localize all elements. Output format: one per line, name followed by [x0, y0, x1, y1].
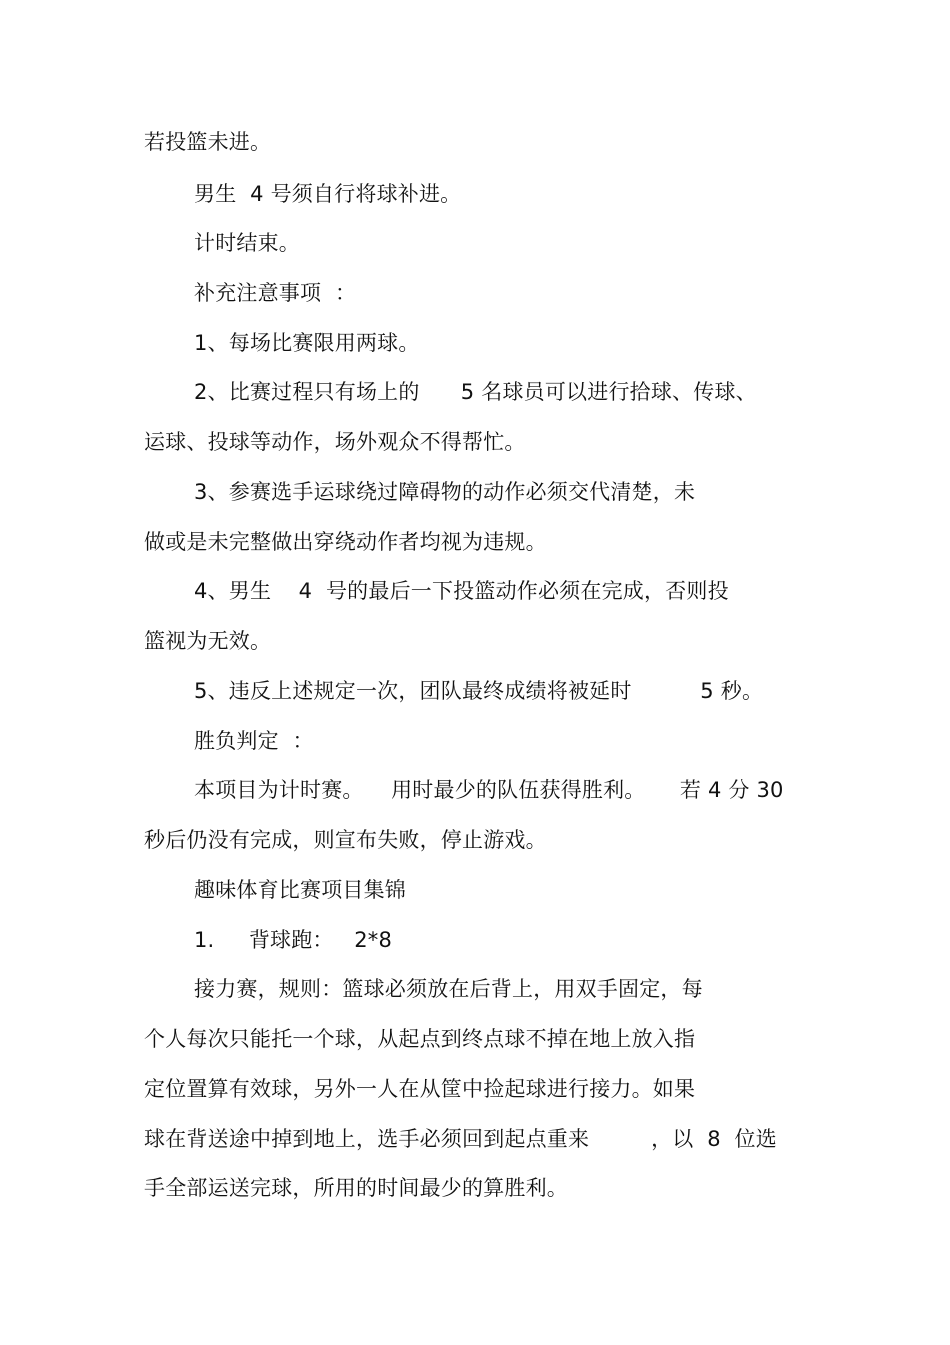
text-line: 计时结束。 [194, 231, 300, 255]
section-heading: 趣味体育比赛项目集锦 [194, 878, 406, 902]
text-line: 1、每场比赛限用两球。 [194, 331, 420, 355]
text-line: 男生 4 号须自行将球补进。 [194, 182, 462, 206]
list-item-heading: 1. 背球跑： 2*8 [194, 928, 393, 952]
text-line: 补充注意事项 ： [194, 281, 357, 305]
text-line: 若投篮未进。 [144, 130, 272, 154]
text-line: 个人每次只能托一个球，从起点到终点球不掉在地上放入指 [144, 1027, 696, 1051]
text-line: 篮视为无效。 [144, 629, 272, 653]
text-line: 5、违反上述规定一次，团队最终成绩将被延时 5 秒。 [194, 679, 764, 703]
text-line: 接力赛，规则：篮球必须放在后背上，用双手固定，每 [194, 977, 703, 1001]
text-line: 2、比赛过程只有场上的 5 名球员可以进行拾球、传球、 [194, 380, 757, 404]
text-line: 本项目为计时赛。 用时最少的队伍获得胜利。 若 4 分 30 [194, 778, 784, 802]
text-line: 做或是未完整做出穿绕动作者均视为违规。 [144, 530, 547, 554]
text-line: 球在背送途中掉到地上，选手必须回到起点重来 ，以 8 位选 [144, 1127, 777, 1151]
text-line: 3、参赛选手运球绕过障碍物的动作必须交代清楚，未 [194, 480, 696, 504]
text-line: 运球、投球等动作，场外观众不得帮忙。 [144, 430, 526, 454]
text-line: 手全部运送完球，所用的时间最少的算胜利。 [144, 1176, 568, 1200]
text-line: 定位置算有效球，另外一人在从筐中捡起球进行接力。如果 [144, 1077, 696, 1101]
text-line: 4、男生 4 号的最后一下投篮动作必须在完成，否则投 [194, 579, 729, 603]
text-line: 秒后仍没有完成，则宣布失败，停止游戏。 [144, 828, 547, 852]
section-heading: 胜负判定 ： [194, 729, 314, 753]
